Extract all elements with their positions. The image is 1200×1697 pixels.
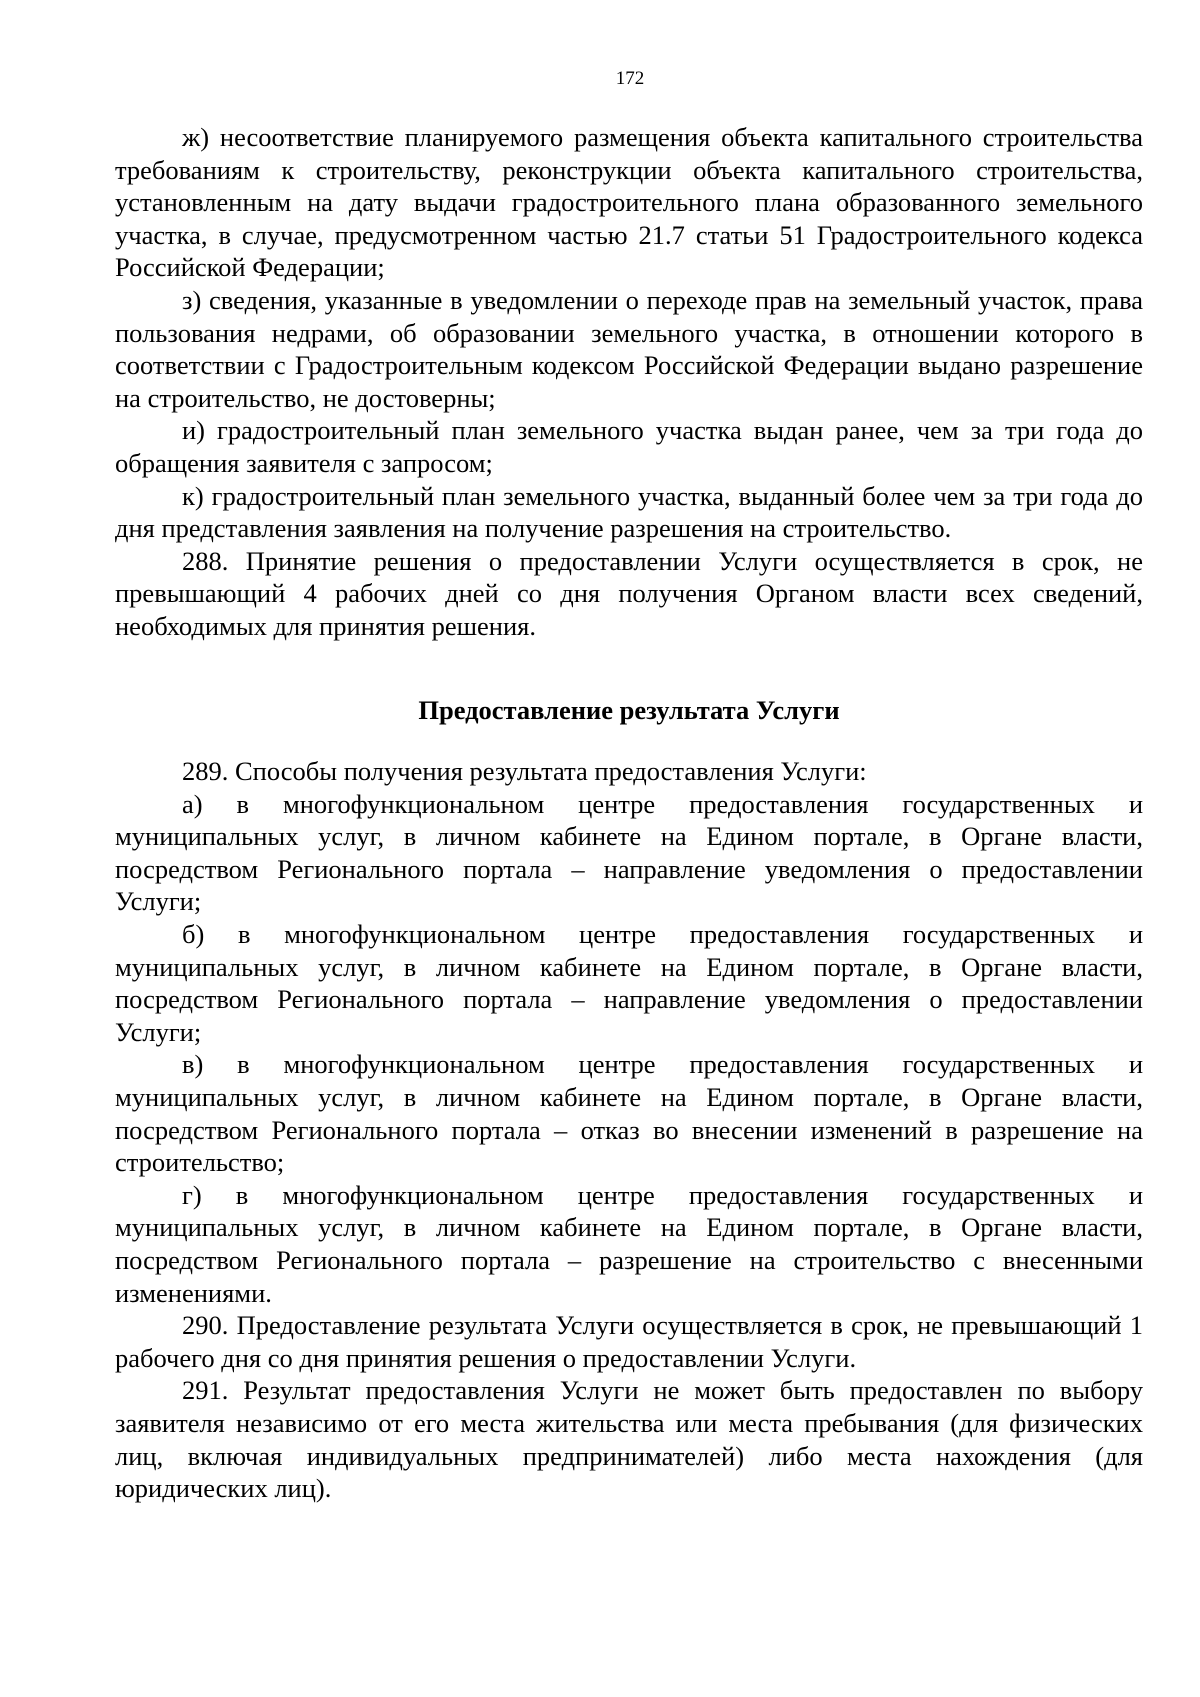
paragraph-288: 288. Принятие решения о предоставлении Услуги осуществляется в срок, не превышающий 4 рабочих дней со дня получения Органом власти всех сведений, необходимых для принятия решения. [115, 545, 1143, 641]
paragraph-item-b: б) в многофункциональном центре предоставления государственных и муниципальных услуг, в личном кабинете на Едином портале, в Органе власти, посредством Регионального портала – направление уведомления о предоставлении Услуги; [115, 919, 1143, 1047]
document-body [115, 121, 1143, 1505]
paragraph-item-v: в) в многофункциональном центре предоставления государственных и муниципальных услуг, в личном кабинете на Едином портале, в Органе власти, посредством Регионального портала – отказ во внесении изменений в разрешение на строительство; [115, 1049, 1143, 1178]
paragraph-item-i: и) градостроительный план земельного участка выдан ранее, чем за три года до обращения заявителя с запросом; [115, 415, 1143, 478]
paragraph-item-z: з) сведения, указанные в уведомлении о переходе прав на земельный участок, права пользования недрами, об образовании земельного участка, в отношении которого в соответствии с Градостроительным кодексом Российской Федерации выдано разрешение на строительство, не достоверны; [115, 284, 1143, 413]
paragraph-290: 290. Предоставление результата Услуги осуществляется в срок, не превышающий 1 рабочего дня со дня принятия решения о предоставлении Услуги. [115, 1310, 1143, 1373]
page-number: 172 [615, 68, 645, 89]
paragraph-291: 291. Результат предоставления Услуги не может быть предоставлен по выбору заявителя независимо от его места жительства или места пребывания (для физических лиц, включая индивидуальных предпринимателей) либо места нахождения (для юридических лиц). [115, 1375, 1143, 1504]
paragraph-289: 289. Способы получения результата предоставления Услуги: [182, 756, 867, 787]
paragraph-item-g: г) в многофункциональном центре предоставления государственных и муниципальных услуг, в личном кабинете на Едином портале, в Органе власти, посредством Регионального портала – разрешение на строительство с внесенными изменениями. [115, 1179, 1143, 1308]
paragraph-item-zh: ж) несоответствие планируемого размещения объекта капитального строительства требованиям к строительству, реконструкции объекта капитального строительства, установленным на дату выдачи градостроительного плана образованного земельного участка, в случае, предусмотренном частью 21.7 статьи 51 Градостроительного кодекса Российской Федерации; [115, 122, 1143, 283]
paragraph-item-a: а) в многофункциональном центре предоставления государственных и муниципальных услуг, в личном кабинете на Едином портале, в Органе власти, посредством Регионального портала – направление уведомления о предоставлении Услуги; [115, 788, 1143, 917]
section-heading: Предоставление результата Услуги [418, 694, 840, 725]
paragraph-item-k: к) градостроительный план земельного участка, выданный более чем за три года до дня представления заявления на получение разрешения на строительство. [115, 480, 1143, 544]
